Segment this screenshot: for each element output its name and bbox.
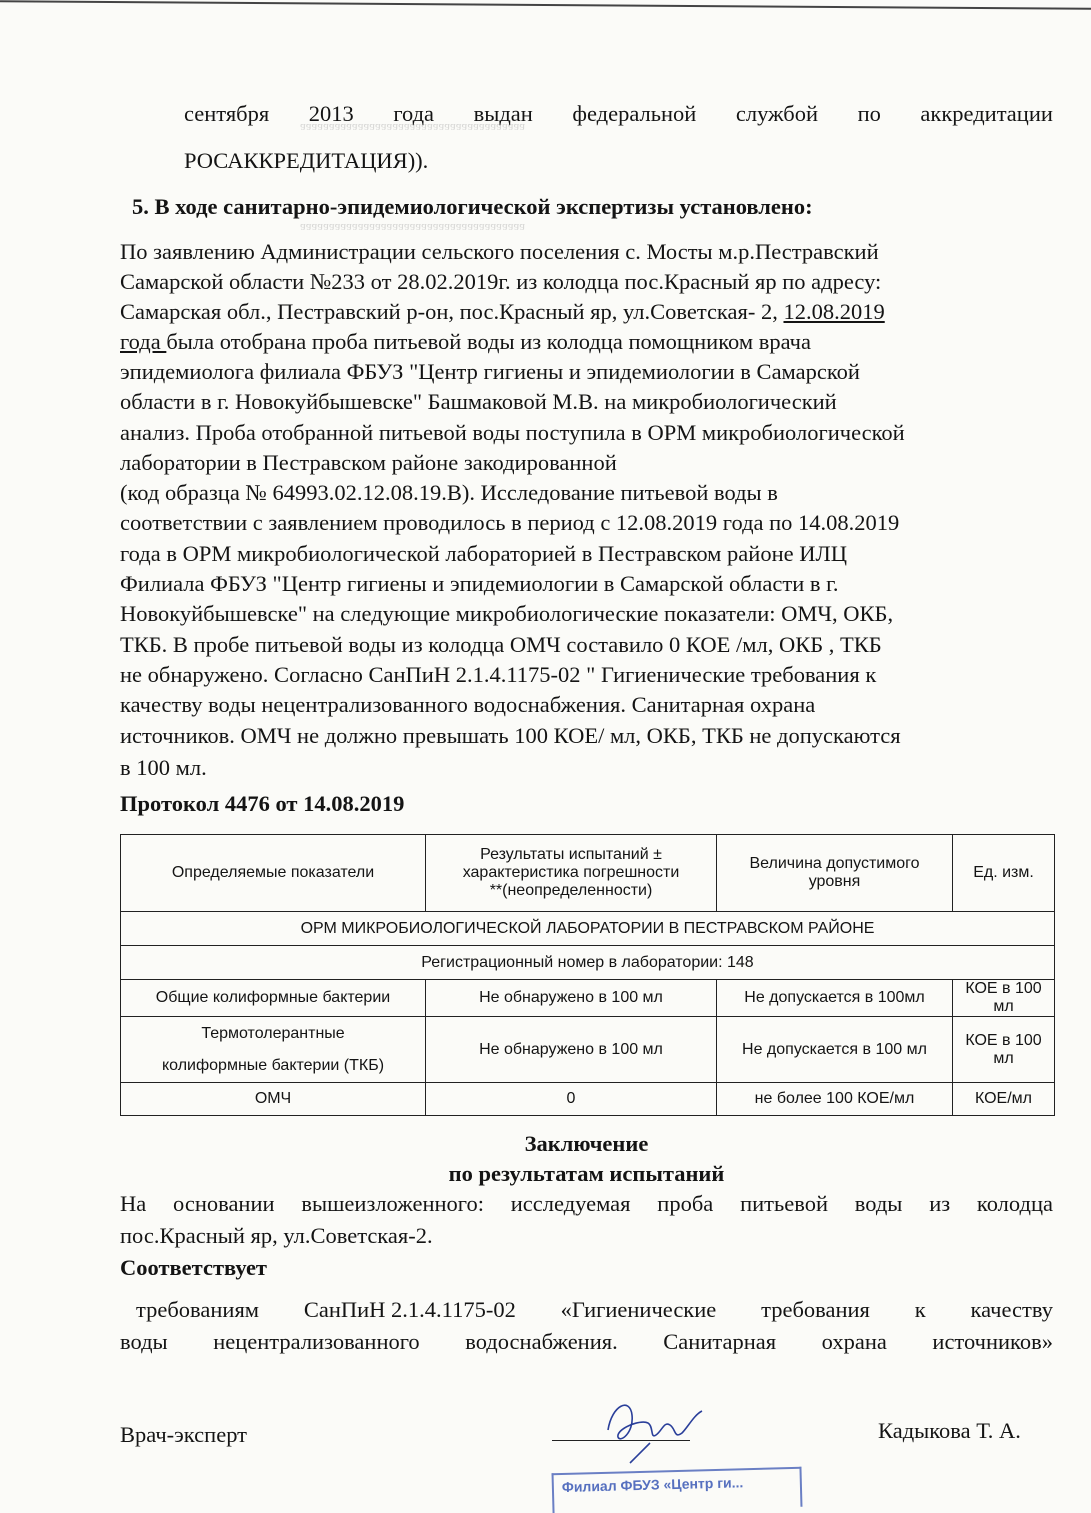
word: вышеизложенного: — [301, 1191, 484, 1216]
body-line: эпидемиолога филиала ФБУЗ "Центр гигиены и эпидемиологии в Самарской — [120, 359, 860, 384]
word: воды — [854, 1191, 903, 1216]
cell-indicator: ОМЧ — [121, 1083, 426, 1116]
word: сентября — [184, 101, 270, 126]
signer-name: Кадыкова Т. А. — [878, 1418, 1021, 1443]
cell-limit: Не допускается в 100 мл — [717, 1017, 953, 1083]
header-result — [426, 835, 717, 912]
word: года — [393, 101, 435, 126]
body-line: Филиала ФБУЗ "Центр гигиены и эпидемиологии в Самарской области в г. — [120, 571, 839, 596]
underlined-year: года — [120, 329, 167, 354]
body-line: источников. ОМЧ не должно превышать 100 КОЕ/ мл, ОКБ, ТКБ не допускаются — [120, 723, 901, 748]
body-line: года в ОРМ микробиологической лабораторией в Пестравском районе ИЛЦ — [120, 541, 847, 566]
lab-name: ОРМ МИКРОБИОЛОГИЧЕСКОЙ ЛАБОРАТОРИИ В ПЕСТРАВСКОМ РАЙОНЕ — [121, 912, 1055, 946]
header-result-line: характеристика погрешности — [462, 864, 680, 881]
verdict: Соответствует — [120, 1255, 267, 1280]
text-span: была отобрана проба питьевой воды из колодца помощником врача — [166, 329, 811, 354]
header-indicator: Определяемые показатели — [121, 835, 426, 912]
word: Санитарная — [663, 1329, 777, 1354]
indicator-line: Термотолерантные — [201, 1024, 345, 1042]
body-line: области в г. Новокуйбышевске" Башмаковой М.В. на микробиологический — [120, 389, 837, 414]
conclusion-line1 — [120, 1193, 1053, 1216]
conclusion-title: Заключение — [524, 1131, 649, 1156]
body-line: лаборатории в Пестравском районе закодированной — [120, 450, 617, 475]
cell-limit: Не допускается в 100мл — [717, 980, 953, 1017]
official-stamp: Филиал ФБУЗ «Центр ги... — [552, 1467, 803, 1513]
body-line: (код образца № 64993.02.12.08.19.В). Исследование питьевой воды в — [120, 480, 778, 505]
word: исследуемая — [510, 1191, 631, 1216]
cell-result: 0 — [426, 1083, 717, 1116]
top-paragraph-line1 — [184, 103, 1053, 126]
protocol-title: Протокол 4476 от 14.08.2019 — [120, 791, 405, 816]
cell-indicator: Общие колиформные бактерии — [121, 980, 426, 1017]
word: требования — [761, 1297, 870, 1322]
word: На — [120, 1191, 147, 1216]
body-line: анализ. Проба отобранной питьевой воды поступила в ОРМ микробиологической — [120, 420, 905, 445]
cell-result: Не обнаружено в 100 мл — [426, 980, 717, 1017]
requirements-line1 — [136, 1299, 1053, 1322]
word: проба — [657, 1191, 714, 1216]
conclusion-line2: пос.Красный яр, ул.Советская-2. — [120, 1223, 433, 1248]
word: СанПиН 2.1.4.1175-02 — [303, 1297, 516, 1322]
word: службой — [735, 101, 819, 126]
cell-unit: КОЕ в 100 мл — [953, 980, 1055, 1017]
header-result-line: Результаты испытаний ± — [480, 846, 662, 863]
text-span: Самарская обл., Пестравский р-он, пос.Красный яр, ул.Советская- 2, — [120, 299, 784, 324]
word: нецентрализованного — [213, 1329, 420, 1354]
bleed-through-text: ааааааааааааааааааааааааааааааааааааааа — [300, 121, 526, 136]
word: колодца — [976, 1191, 1053, 1216]
body-line: соответствии с заявлением проводилось в период с 12.08.2019 года по 14.08.2019 — [120, 510, 900, 535]
signer-role: Врач-эксперт — [120, 1422, 247, 1447]
section-heading: 5. В ходе санитарно-эпидемиологической экспертизы установлено: — [132, 194, 813, 219]
header-limit-line: уровня — [808, 873, 861, 890]
body-line: в 100 мл. — [120, 755, 207, 780]
cell-unit: КОЕ в 100 мл — [953, 1017, 1055, 1083]
handwritten-signature — [590, 1385, 730, 1465]
body-line — [120, 301, 885, 324]
word: охрана — [821, 1329, 887, 1354]
cell-indicator — [121, 1017, 426, 1083]
top-paragraph-line2: РОСАККРЕДИТАЦИЯ)). — [184, 148, 429, 173]
results-table — [120, 834, 1055, 1116]
word: федеральной — [572, 101, 697, 126]
table-header-row — [121, 835, 1055, 912]
word: качеству — [970, 1297, 1053, 1322]
word: воды — [120, 1329, 168, 1354]
indicator-line: колиформные бактерии (ТКБ) — [161, 1056, 385, 1074]
body-line: Новокуйбышевске" на следующие микробиологические показатели: ОМЧ, ОКБ, — [120, 601, 894, 626]
word: источников» — [932, 1329, 1053, 1354]
header-unit: Ед. изм. — [953, 835, 1055, 912]
word: питьевой — [740, 1191, 828, 1216]
lab-name-row — [121, 912, 1055, 946]
registration-number: Регистрационный номер в лаборатории: 148 — [121, 946, 1055, 980]
underlined-date: 12.08.2019 — [783, 299, 885, 324]
cell-limit: не более 100 КОЕ/мл — [717, 1083, 953, 1116]
table-row — [121, 980, 1055, 1017]
cell-unit: КОЕ/мл — [953, 1083, 1055, 1116]
page-edge-line — [0, 0, 1091, 10]
body-line: качеству воды нецентрализованного водоснабжения. Санитарная охрана — [120, 692, 816, 717]
header-limit-line: Величина допустимого — [749, 855, 920, 872]
word: «Гигиенические — [560, 1297, 717, 1322]
body-line: Самарской области №233 от 28.02.2019г. из колодца пос.Красный яр по адресу: — [120, 269, 882, 294]
body-line: ТКБ. В пробе питьевой воды из колодца ОМЧ составило 0 КОЕ /мл, ОКБ , ТКБ — [120, 632, 882, 657]
table-row — [121, 1083, 1055, 1116]
word: 2013 — [308, 101, 354, 126]
table-row — [121, 1017, 1055, 1083]
word: из — [929, 1191, 951, 1216]
body-line — [120, 331, 811, 354]
requirements-line2 — [120, 1331, 1053, 1354]
header-limit — [717, 835, 953, 912]
word: выдан — [473, 101, 533, 126]
registration-row — [121, 946, 1055, 980]
conclusion-subtitle: по результатам испытаний — [448, 1161, 725, 1186]
word: к — [914, 1297, 926, 1322]
word: по — [857, 101, 881, 126]
bleed-through-text: ааааааааааааааааааааааааааааааааааааааа — [300, 221, 526, 236]
word: основании — [173, 1191, 275, 1216]
word: аккредитации — [920, 101, 1053, 126]
body-line: не обнаружено. Согласно СанПиН 2.1.4.1175-02 " Гигиенические требования к — [120, 662, 877, 687]
header-result-line: **(неопределенности) — [489, 882, 653, 899]
body-line: По заявлению Администрации сельского поселения с. Мосты м.р.Пестравский — [120, 239, 879, 264]
cell-result: Не обнаружено в 100 мл — [426, 1017, 717, 1083]
word: водоснабжения. — [465, 1329, 618, 1354]
word: требованиям — [136, 1297, 260, 1322]
